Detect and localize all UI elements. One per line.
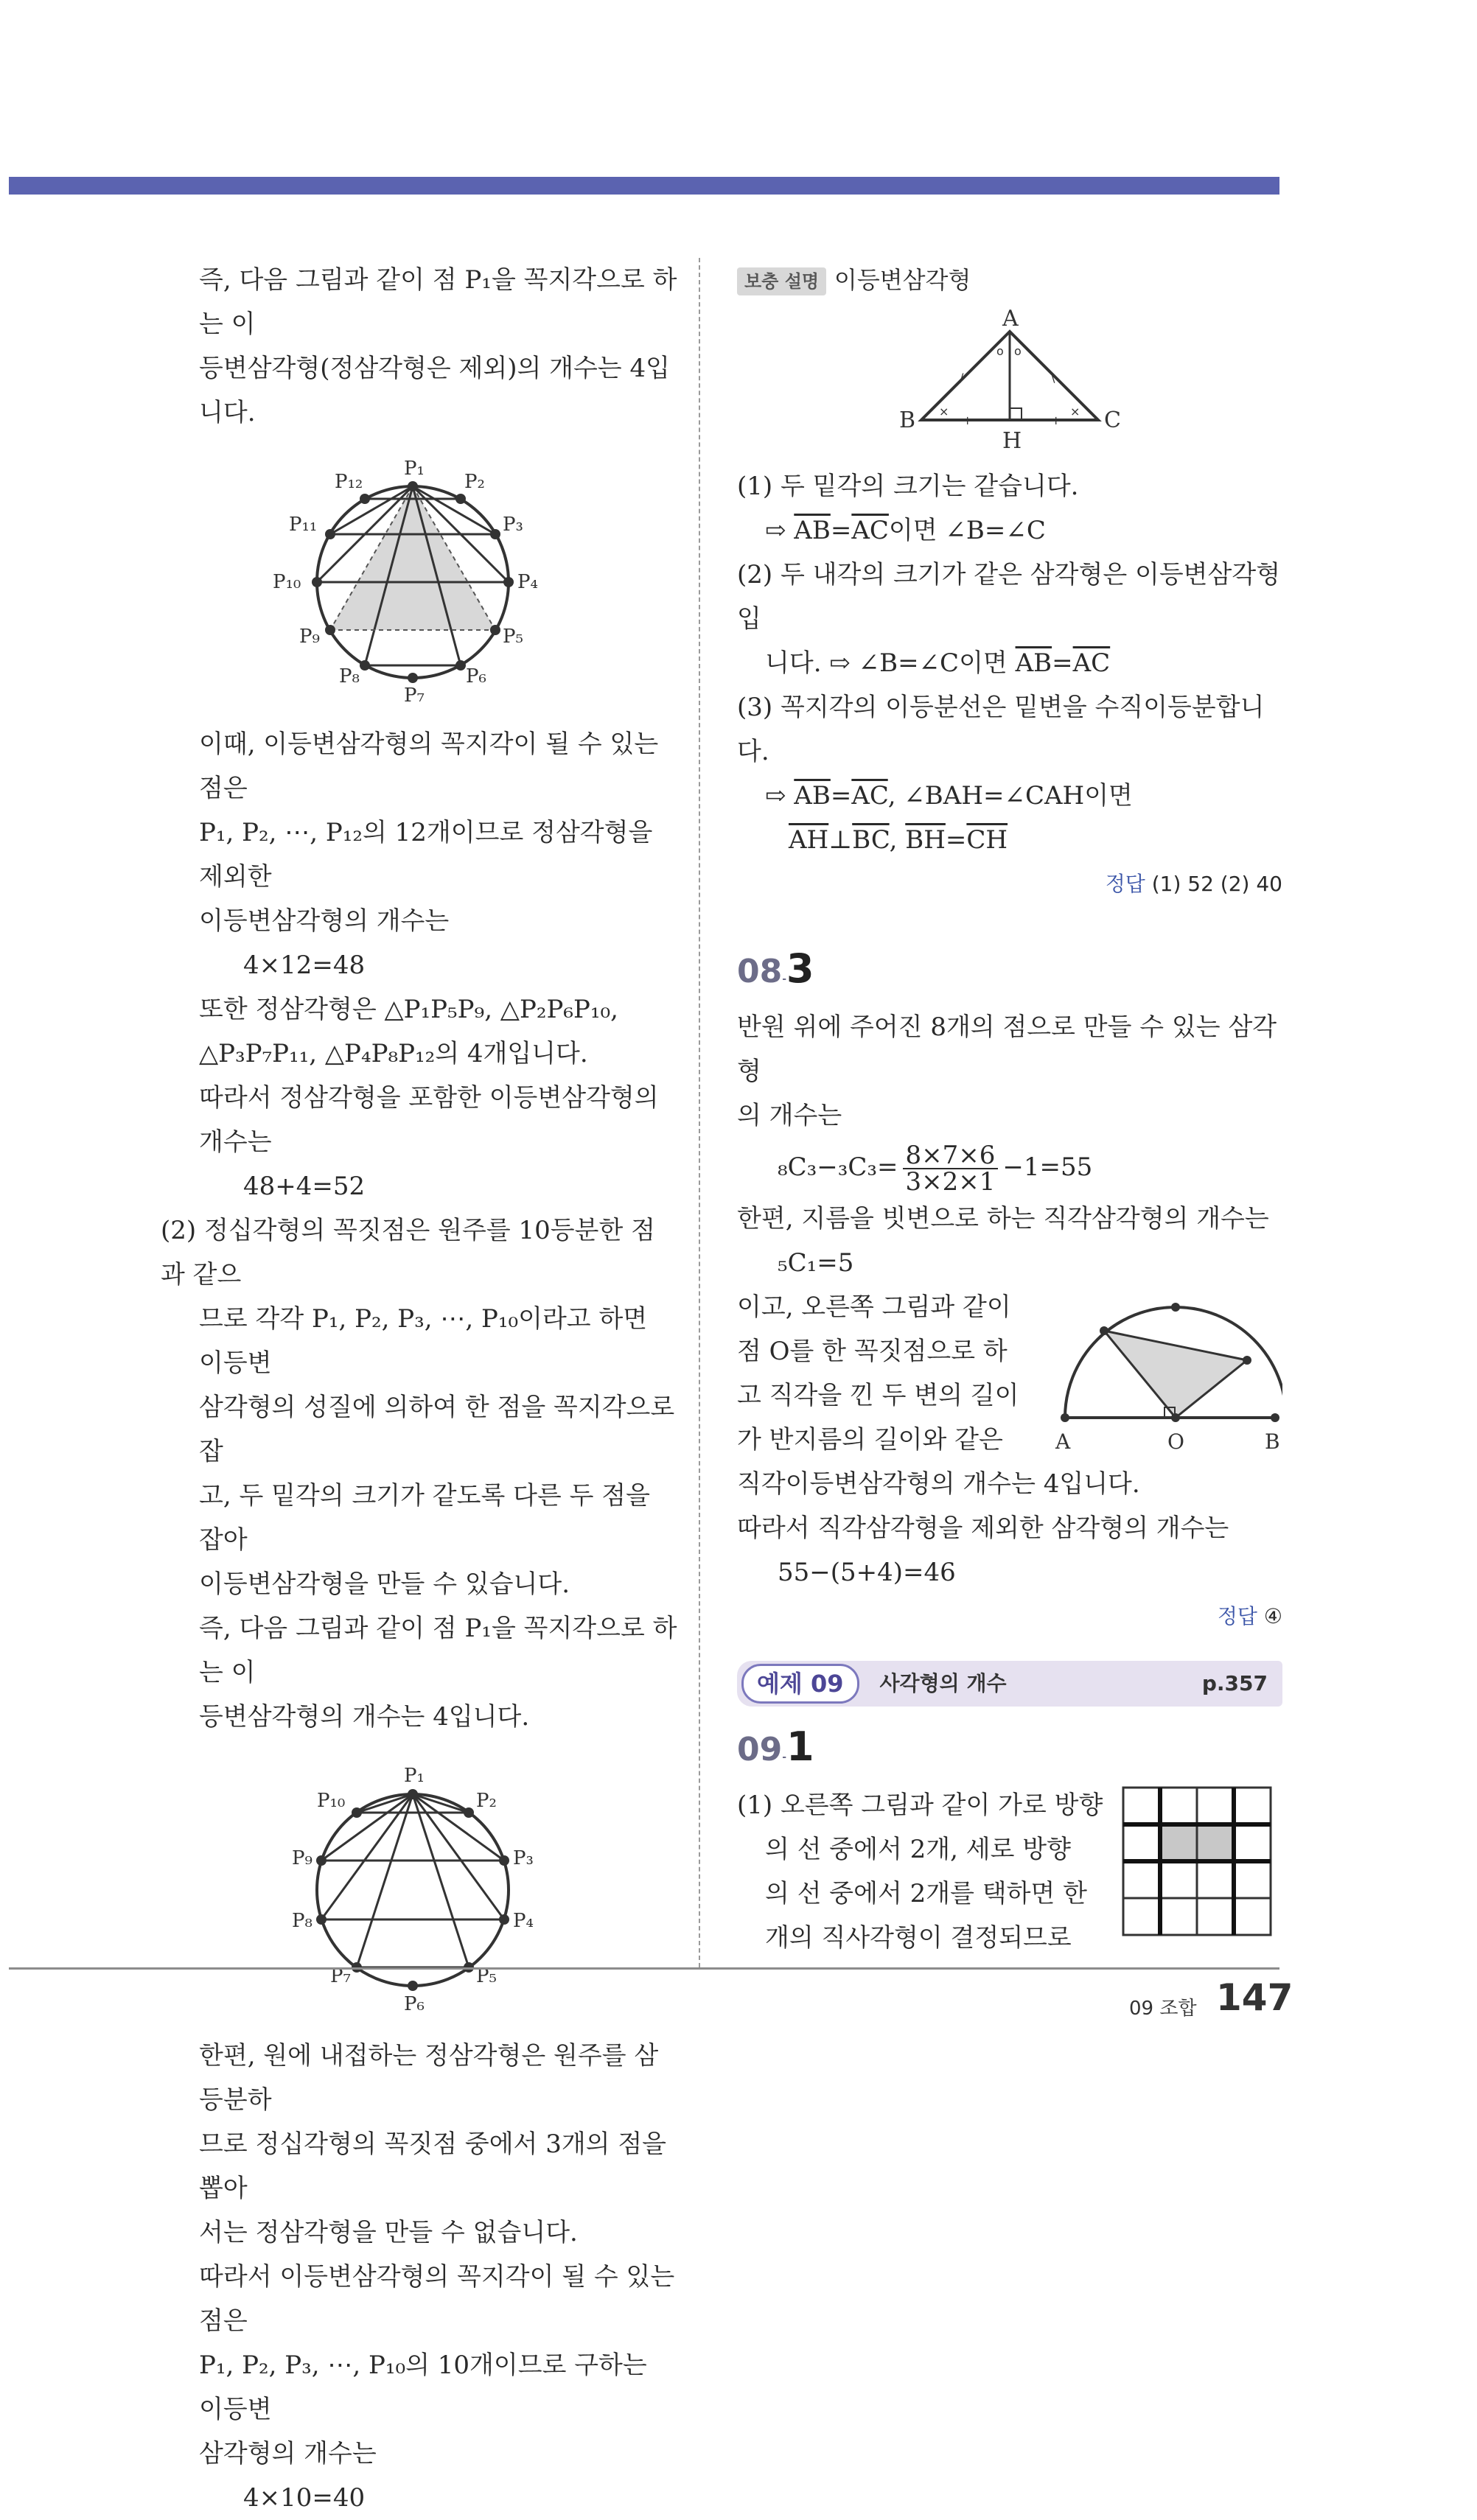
column-divider — [699, 258, 700, 1967]
point-label: P₁ — [404, 458, 425, 480]
text-line: (2) 정십각형의 꼭짓점은 원주를 10등분한 점과 같으 — [161, 1216, 655, 1289]
point-label: P₁₀ — [317, 1790, 346, 1812]
example-page-ref: p.357 — [1201, 1671, 1268, 1695]
svg-text:/: / — [960, 371, 964, 385]
point-label: P₅ — [503, 626, 523, 648]
point-label: P₂ — [464, 471, 485, 493]
text-line: 이때, 이등변삼각형의 꼭지각이 될 수 있는 점은 — [199, 729, 659, 803]
svg-text:×: × — [939, 405, 949, 419]
text-line: 고 직각을 낀 두 변의 길이 — [737, 1381, 1019, 1410]
text-line: 이등변삼각형의 개수는 — [199, 906, 450, 936]
isosceles-triangle-figure — [877, 309, 1142, 457]
supplement-tag: 보충 설명 — [737, 267, 826, 295]
point-label: P₈ — [292, 1910, 312, 1932]
equation: ₅C₁=5 — [778, 1248, 854, 1278]
text-line: (2) 두 내각의 크기가 같은 삼각형은 이등변삼각형입 — [737, 560, 1281, 634]
example-banner — [737, 1661, 1282, 1707]
bottom-rule — [9, 1967, 1279, 1970]
point-label: P₄ — [513, 1910, 534, 1932]
grid-block — [737, 1783, 1282, 1960]
text-line: 개의 직사각형이 결정되므로 — [765, 1923, 1072, 1953]
svg-text:o: o — [1014, 344, 1022, 358]
point-label: P₅ — [476, 1965, 497, 1987]
text-line: 의 개수는 — [737, 1101, 842, 1130]
point-label: P₄ — [517, 571, 538, 593]
point-label: B — [1265, 1429, 1280, 1454]
text-line: 따라서 직각삼각형을 제외한 삼각형의 개수는 — [737, 1513, 1229, 1543]
text-line: (1) 두 밑각의 크기는 같습니다. — [737, 472, 1079, 501]
text-line: 한편, 원에 내접하는 정삼각형은 원주를 삼등분하 — [199, 2041, 659, 2115]
text-line: P₁, P₂, ⋯, P₁₂의 12개이므로 정삼각형을 제외한 — [199, 818, 653, 892]
semicircle-figure — [1047, 1285, 1282, 1462]
text-line: 이고, 오른쪽 그림과 같이 — [737, 1292, 1011, 1322]
text-line: 즉, 다음 그림과 같이 점 P₁을 꼭지각으로 하는 이 — [199, 1614, 677, 1687]
supplement-title: 이등변삼각형 — [834, 266, 971, 294]
point-label: P₁₁ — [289, 514, 318, 536]
text-line: 한편, 지름을 빗변으로 하는 직각삼각형의 개수는 — [737, 1204, 1269, 1233]
text-line: 므로 각각 P₁, P₂, P₃, ⋯, P₁₀이라고 하면 이등변 — [199, 1304, 648, 1378]
equation: 55−(5+4)=46 — [778, 1558, 956, 1587]
text-line: 의 선 중에서 2개, 세로 방향 — [765, 1835, 1071, 1864]
shaded-triangle — [330, 486, 495, 630]
equation: 48+4=52 — [243, 1172, 366, 1201]
page-number: 147 — [1216, 1976, 1293, 2019]
dodecagon-figure — [265, 442, 560, 715]
vertex-label: C — [1104, 407, 1121, 433]
grid-figure — [1119, 1783, 1274, 1939]
text-line: 즉, 다음 그림과 같이 점 P₁을 꼭지각으로 하는 이 — [199, 265, 677, 339]
answer-line — [737, 1595, 1282, 1639]
text-line: 니다. ⇨ ∠B=∠C이면 $\overline{AB}=\overline{AC}$ — [765, 648, 1111, 678]
svg-text:×: × — [1070, 405, 1080, 419]
text-line: 서는 정삼각형을 만들 수 없습니다. — [199, 2218, 578, 2247]
text-line: 이등변삼각형을 만들 수 있습니다. — [199, 1569, 570, 1599]
svg-text:\: \ — [1051, 371, 1055, 385]
text-line: (1) 오른쪽 그림과 같이 가로 방향 — [737, 1791, 1103, 1820]
point-label: P₃ — [503, 514, 523, 536]
point-label: P₁₂ — [335, 471, 363, 493]
text-line: 삼각형의 성질에 의하여 한 점을 꼭지각으로 잡 — [199, 1393, 675, 1466]
point-label: P₇ — [330, 1965, 351, 1987]
point-label: P₃ — [513, 1847, 534, 1869]
top-color-bar — [9, 177, 1279, 195]
svg-text:o: o — [996, 344, 1004, 358]
answer-value: ④ — [1263, 1604, 1282, 1628]
vertex-label: H — [1002, 428, 1022, 454]
text-line: 점 O를 한 꼭짓점으로 하 — [737, 1337, 1008, 1366]
semicircle-block — [737, 1285, 1282, 1462]
svg-text:+: + — [1051, 413, 1061, 427]
point-label: O — [1167, 1429, 1184, 1454]
text-line: 따라서 정삼각형을 포함한 이등변삼각형의 개수는 — [199, 1083, 659, 1157]
left-column — [147, 258, 678, 2520]
equation: 4×10=40 — [243, 2483, 366, 2513]
text-line: 또한 정삼각형은 △P₁P₅P₉, △P₂P₆P₁₀, — [199, 995, 618, 1024]
text-line: 가 반지름의 길이와 같은 — [737, 1425, 1003, 1455]
chapter-label: 09 조합 — [1129, 1998, 1197, 2020]
text-line: 따라서 이등변삼각형의 꼭지각이 될 수 있는 점은 — [199, 2262, 675, 2336]
point-label: P₇ — [404, 685, 425, 707]
text-line: 직각이등변삼각형의 개수는 4입니다. — [737, 1469, 1140, 1499]
text-line: △P₃P₇P₁₁, △P₄P₈P₁₂의 4개입니다. — [199, 1039, 588, 1068]
example-title: 사각형의 개수 — [879, 1671, 1007, 1695]
text-line: 등변삼각형(정삼각형은 제외)의 개수는 4입니다. — [199, 354, 670, 427]
decagon-figure — [265, 1746, 560, 2026]
point-label: P₉ — [299, 626, 320, 648]
svg-text:+: + — [963, 413, 973, 427]
question-header: 09-1 — [737, 1723, 814, 1770]
point-label: P₂ — [476, 1790, 497, 1812]
text-line: 고, 두 밑각의 크기가 같도록 다른 두 점을 잡아 — [199, 1481, 650, 1555]
answer-label: 정답 — [1217, 1604, 1257, 1628]
answer-value: (1) 52 (2) 40 — [1151, 872, 1282, 896]
text-line: 반원 위에 주어진 8개의 점으로 만들 수 있는 삼각형 — [737, 1012, 1277, 1086]
text-line: 므로 정십각형의 꼭짓점 중에서 3개의 점을 뽑아 — [199, 2129, 667, 2203]
question-header: 08-3 — [737, 945, 814, 992]
text-line: (3) 꼭지각의 이등분선은 밑변을 수직이등분합니다. — [737, 693, 1265, 766]
text-line: $\overline{AH}\perp\overline{BC}$, $\overline{BH}=\overline{CH}$ — [789, 825, 1008, 855]
right-column — [737, 258, 1282, 1960]
equation: 4×12=48 — [243, 951, 366, 980]
point-label: P₁ — [404, 1765, 425, 1787]
point-label: P₉ — [292, 1847, 312, 1869]
point-label: P₈ — [339, 665, 360, 687]
point-label: P₆ — [404, 1993, 425, 2015]
text-line: 의 선 중에서 2개를 택하면 한 — [765, 1879, 1087, 1908]
answer-line — [737, 862, 1282, 906]
text-line: ⇨ $\overline{AB}=\overline{AC}$이면 ∠B=∠C — [765, 516, 1046, 545]
text-line: 삼각형의 개수는 — [199, 2439, 377, 2468]
equation: ₈C₃−₃C₃= $\frac{8\times 7\times 6}{3\times 2\times 1}$ −1=55 — [778, 1141, 1093, 1197]
vertex-label: B — [899, 407, 916, 433]
text-line: 등변삼각형의 개수는 4입니다. — [199, 1702, 530, 1732]
example-pill: 예제 09 — [741, 1664, 859, 1704]
supplement-header — [737, 258, 1282, 302]
point-label: P₁₀ — [273, 571, 301, 593]
text-line: P₁, P₂, P₃, ⋯, P₁₀의 10개이므로 구하는 이등변 — [199, 2351, 647, 2424]
text-line: ⇨ $\overline{AB}=\overline{AC}$, ∠BAH=∠CAH이면 — [765, 781, 1133, 811]
answer-label: 정답 — [1105, 872, 1145, 896]
vertex-label: A — [1002, 309, 1019, 332]
point-label: A — [1055, 1429, 1071, 1454]
point-label: P₆ — [466, 665, 486, 687]
